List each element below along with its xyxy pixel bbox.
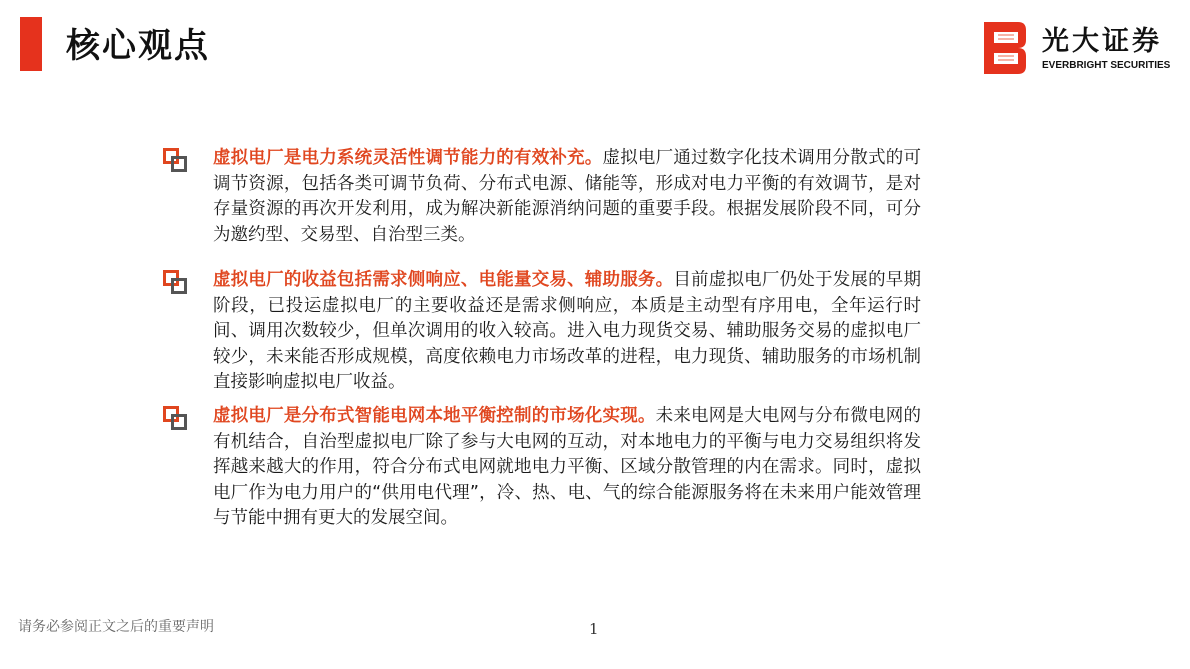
page-number: 1 bbox=[589, 620, 599, 638]
bullet-body: 目前虚拟电厂仍处于发展的早期阶段，已投运虚拟电厂的主要收益还是需求侧响应，本质是主动型有序用电，全年运行时间、调用次数较少，但单次调用的收入较高。进入电力现货交易、辅助服务交易的虚拟电厂较少，未来能否形成规模，高度依赖电力市场改革的进程，电力现货、辅助服务的市场机制直接影响虚拟电厂收益。 bbox=[213, 270, 922, 392]
bullet-paragraph bbox=[213, 146, 921, 248]
bullet-highlight: 虚拟电厂的收益包括需求侧响应、电能量交易、辅助服务。 bbox=[213, 270, 674, 290]
title-accent-bar bbox=[20, 17, 42, 71]
bullet-highlight: 虚拟电厂是分布式智能电网本地平衡控制的市场化实现。 bbox=[213, 406, 656, 426]
square-bullet-icon bbox=[163, 270, 189, 296]
disclaimer-note: 请务必参阅正文之后的重要声明 bbox=[18, 619, 214, 635]
bullet-paragraph bbox=[213, 404, 921, 532]
everbright-logo-icon bbox=[984, 22, 1026, 74]
square-bullet-icon bbox=[163, 406, 189, 432]
bullet-highlight: 虚拟电厂是电力系统灵活性调节能力的有效补充。 bbox=[213, 148, 603, 168]
square-bullet-icon bbox=[163, 148, 189, 174]
company-logo bbox=[984, 22, 1174, 78]
logo-chinese-name: 光大证券 bbox=[1042, 26, 1162, 57]
bullet-paragraph bbox=[213, 268, 921, 396]
bullet-body: 虚拟电厂通过数字化技术调用分散式的可调节资源，包括各类可调节负荷、分布式电源、储能等，形成对电力平衡的有效调节，是对存量资源的再次开发利用，成为解决新能源消纳问题的重要手段。根据发展阶段不同，可分为邀约型、交易型、自治型三类。 bbox=[213, 148, 922, 245]
page-title: 核心观点 bbox=[66, 26, 210, 66]
logo-english-name: EVERBRIGHT SECURITIES bbox=[1042, 60, 1171, 71]
bullet-body: 未来电网是大电网与分布微电网的有机结合，自治型虚拟电厂除了参与大电网的互动，对本地电力的平衡与电力交易组织将发挥越来越大的作用，符合分布式电网就地电力平衡、区域分散管理的内在需求。同时，虚拟电厂作为电力用户的“供用电代理”，冷、热、电、气的综合能源服务将在未来用户能效管理与节能中拥有更大的发展空间。 bbox=[213, 406, 922, 528]
